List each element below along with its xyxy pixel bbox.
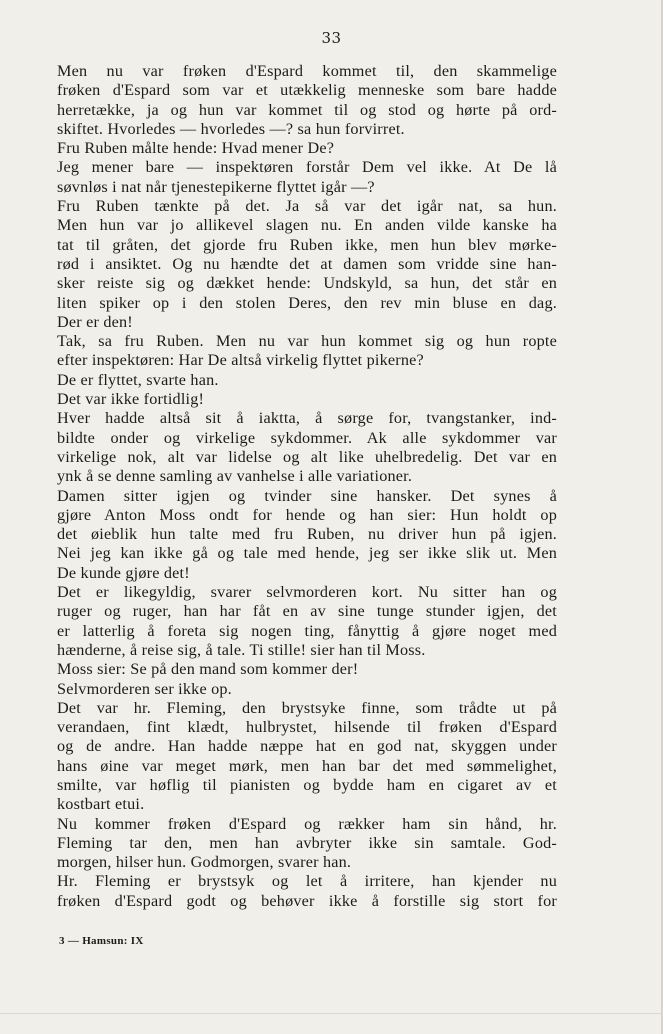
text-line: morgen, hilser hun. Godmorgen, svarer han. [57, 853, 352, 872]
text-line: Nu kommer frøken d'Espard og rækker ham sin hånd, hr. [57, 814, 557, 833]
text-line: frøken d'Espard godt og behøver ikke å forstille sig stort for [57, 891, 557, 910]
text-line: Selvmorderen ser ikke op. [57, 679, 232, 698]
text-line: sker reiste sig og dækket hende: Undskyld, sa hun, det står en [57, 274, 557, 293]
text-line: Hr. Fleming er brystsyk og let å irritere, han kjender nu [57, 872, 557, 891]
text-line: Damen sitter igjen og tvinder sine hansker. Det synes å [57, 486, 557, 505]
text-line: hænderne, å reise sig, å tale. Ti stille! sier han til Moss. [57, 640, 426, 659]
text-line: smilte, var høflig til pianisten og bydde ham en cigaret av et [57, 775, 557, 794]
text-line: Men nu var frøken d'Espard kommet til, den skammelige [57, 62, 557, 80]
text-line: Moss sier: Se på den mand som kommer der! [57, 660, 359, 679]
text-line: det øieblik hun talte med fru Ruben, nu driver hun på igjen. [57, 525, 557, 544]
text-line: Det var hr. Fleming, den brystsyke finne, som trådte ut på [57, 698, 557, 717]
page-number: 33 [321, 29, 342, 47]
text-line: ynk å se denne samling av vanhelse i alle variationer. [57, 467, 413, 486]
text-line: Fru Ruben tænkte på det. Ja så var det igår nat, sa hun. [57, 197, 557, 216]
text-line: kostbart etui. [57, 795, 145, 814]
text-line: hans øine var meget mørk, men han bar det med sømmelighet, [57, 756, 557, 775]
text-line: ruger og ruger, han har fåt en av sine tunge stunder igjen, det [57, 602, 557, 621]
text-line: De kunde gjøre det! [57, 563, 190, 582]
text-line: er latterlig å foreta sig nogen ting, fånyttig å gjøre noget med [57, 621, 557, 640]
text-line: Men hun var jo allikevel slagen nu. En anden vilde kanske ha [57, 216, 557, 235]
text-line: De er flyttet, svarte han. [57, 370, 219, 389]
text-line: rød i ansiktet. Og nu hændte det at damen som vridde sine han- [57, 254, 557, 273]
text-line: og de andre. Han hadde næppe hat en god nat, skyggen under [57, 737, 557, 756]
text-line: herretække, ja og hun var kommet til og stod og hørte på ord- [57, 100, 557, 119]
text-line: liten spiker op i den stolen Deres, den rev min bluse en dag. [57, 293, 557, 312]
text-line: verandaen, fint klædt, hulbrystet, hilsende til frøken d'Espard [57, 718, 557, 737]
text-line: Fru Ruben målte hende: Hvad mener De? [57, 139, 335, 158]
text-line: Det var ikke fortidlig! [57, 390, 205, 409]
text-line: Nei jeg kan ikke gå og tale med hende, jeg ser ikke slik ut. Men [57, 544, 557, 563]
signature-mark: 3 — Hamsun: IX [59, 935, 144, 947]
text-line: Jeg mener bare — inspektøren forstår Dem vel ikke. At De lå [57, 158, 557, 177]
page-bottom-edge [0, 1013, 663, 1034]
text-line: Hver hadde altså sit å iaktta, å sørge for, tvangstanker, ind- [57, 409, 557, 428]
text-line: Tak, sa fru Ruben. Men nu var hun kommet sig og hun ropte [57, 332, 557, 351]
text-line: efter inspektøren: Har De altså virkelig flyttet pikerne? [57, 351, 424, 370]
text-line: Det er likegyldig, svarer selvmorderen kort. Nu sitter han og [57, 583, 557, 602]
body-text [57, 62, 557, 911]
text-line: virkelige nok, alt var lidelse og alt like uhelbredelig. Det var en [57, 447, 557, 466]
text-line: frøken d'Espard som var et utækkelig menneske som bare hadde [57, 81, 557, 100]
text-line: søvnløs i nat når tjenestepikerne flyttet igår —? [57, 177, 375, 196]
text-line: bildte onder og virkelige sykdommer. Ak alle sykdommer var [57, 428, 557, 447]
text-line: skiftet. Hvorledes — hvorledes —? sa hun forvirret. [57, 119, 405, 138]
text-line: tat til gråten, det gjorde fru Ruben ikke, men hun blev mørke- [57, 235, 557, 254]
text-line: Der er den! [57, 312, 133, 331]
text-line: Fleming tar den, men han avbryter ikke sin samtale. God- [57, 833, 557, 852]
text-line: gjøre Anton Moss ondt for hende og han sier: Hun holdt op [57, 505, 557, 524]
